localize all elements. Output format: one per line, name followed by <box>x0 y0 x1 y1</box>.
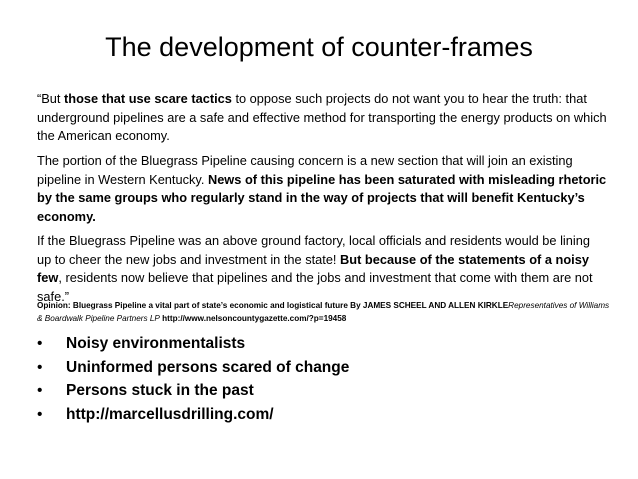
bullet-text: Uninformed persons scared of change <box>66 358 350 376</box>
quote-text: “But <box>37 91 65 106</box>
quote-emphasis: those that use scare tactics <box>64 91 232 106</box>
bullet-item <box>37 403 607 427</box>
bullet-item <box>37 356 607 380</box>
bullet-link[interactable]: http://marcellusdrilling.com/ <box>66 405 274 423</box>
source-title: Opinion: Bluegrass Pipeline a vital part of state’s economic and logistical future By JAMES SCHEEL AND ALLEN KIRKLE <box>37 301 509 310</box>
bullet-text: Noisy environmentalists <box>66 335 246 352</box>
quote-text: , residents now believe that pipelines and the jobs and investment that come with them are not safe.” <box>37 270 593 304</box>
quote-paragraph-3 <box>37 232 607 306</box>
quote-text: The portion of the Bluegrass Pipeline causing concern is a new section that will join an existing pipeline in Western Kentucky. <box>37 153 573 187</box>
source-authors-affiliation: Representatives of Williams & Boardwalk Pipeline Partners LP <box>37 301 610 323</box>
quote-paragraph-2 <box>37 152 607 226</box>
bullet-item <box>37 332 607 356</box>
slide-title: The development of counter-frames <box>105 32 533 62</box>
source-url[interactable]: http://www.nelsoncountygazette.com/?p=19458 <box>159 313 347 323</box>
bullet-dot-icon: • <box>37 382 43 399</box>
quote-text: to oppose such projects do not want you to hear the truth: that underground pipelines are a safe and effective method for transporting the energy products on which the American economy. <box>37 91 607 144</box>
bullet-list <box>37 332 607 426</box>
quote-emphasis: But because of the statements of a noisy few <box>37 251 589 286</box>
quote-paragraph-1 <box>37 90 607 146</box>
bullet-dot-icon: • <box>37 335 43 352</box>
bullet-text: Persons stuck in the past <box>66 382 254 399</box>
quote-text: If the Bluegrass Pipeline was an above ground factory, local officials and residents would be lining up to cheer the new jobs and investment in the state! <box>37 233 590 267</box>
quote-emphasis: News of this pipeline has been saturated with misleading rhetoric by the same groups who regularly stand in the way of projects that will benefit Kentucky’s economy. <box>37 171 607 224</box>
bullet-dot-icon: • <box>37 405 43 423</box>
bullet-dot-icon: • <box>37 358 43 376</box>
bullet-item <box>37 379 607 403</box>
source-citation <box>37 300 612 325</box>
